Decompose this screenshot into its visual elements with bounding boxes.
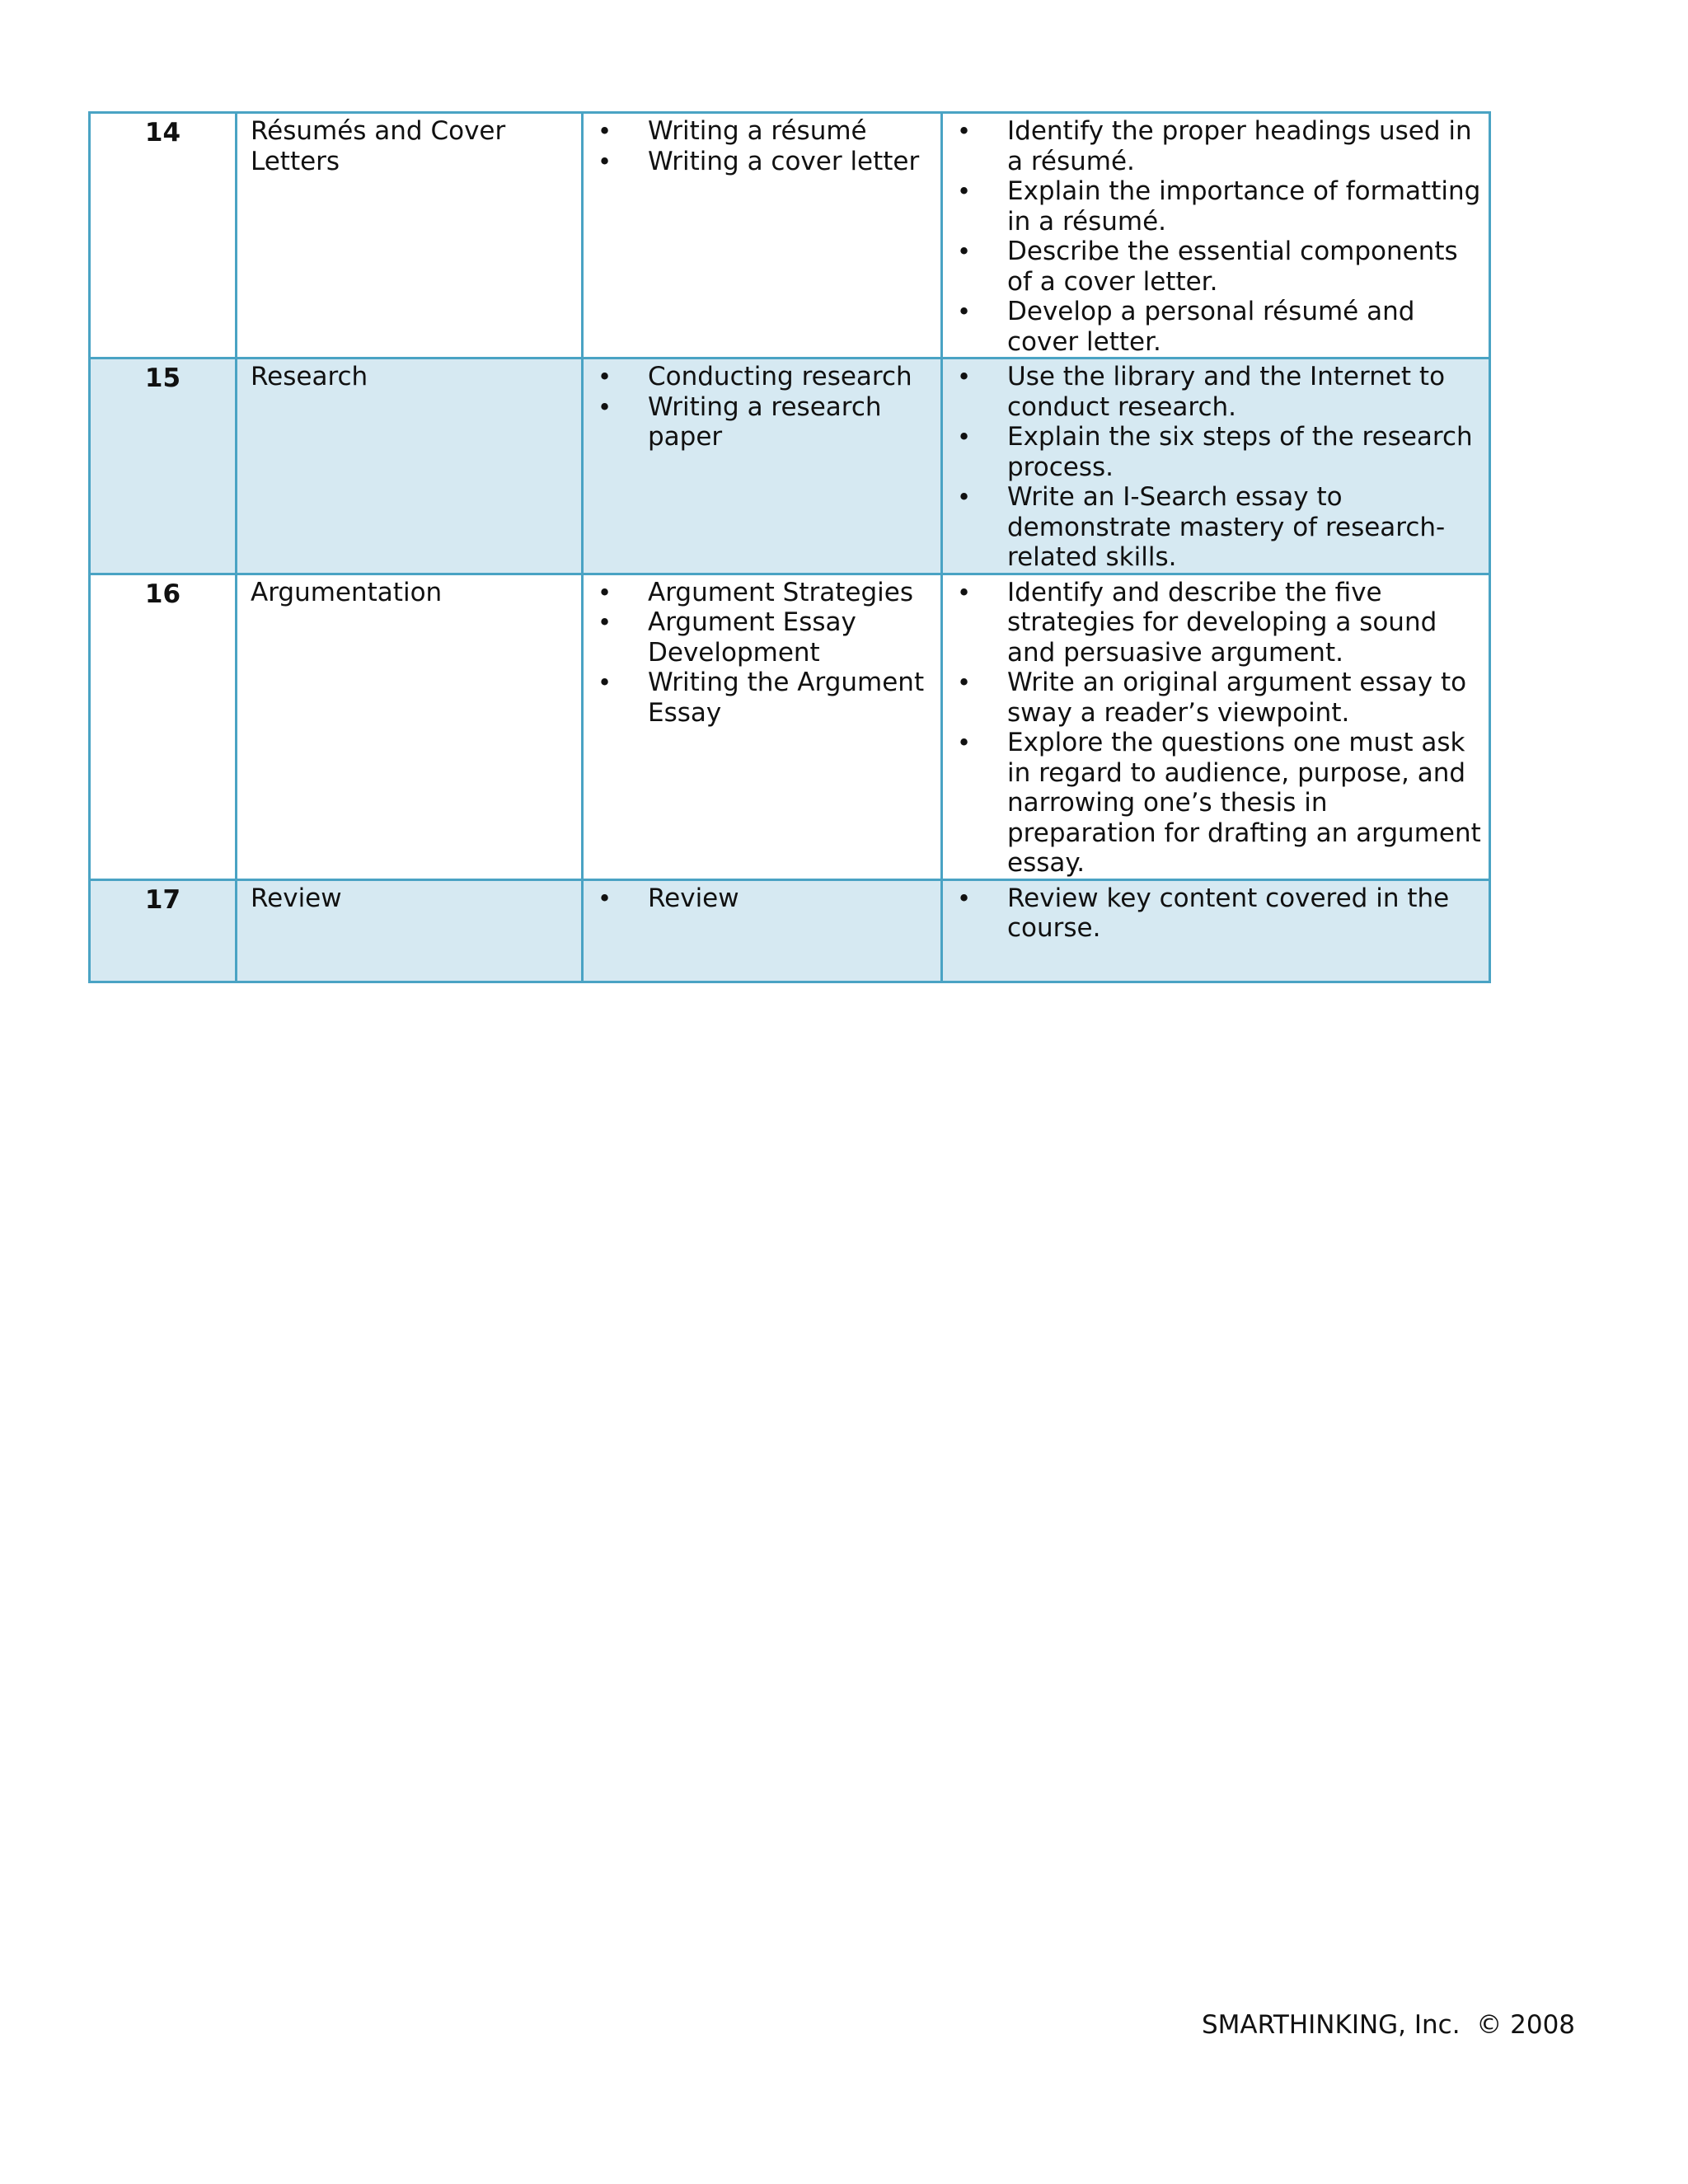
table-row bbox=[90, 113, 1490, 359]
list-item: • Write an I-Search essay to demonstrate mastery of research-related skills. bbox=[943, 482, 1482, 573]
content-list bbox=[584, 359, 940, 452]
list-item: • Writing a research paper bbox=[584, 392, 934, 452]
list-item: • Identify the proper headings used in a résumé. bbox=[943, 116, 1482, 176]
week-number: 15 bbox=[144, 363, 181, 393]
table-row bbox=[90, 879, 1490, 982]
list-item: • Review bbox=[584, 883, 934, 914]
list-item: • Explain the six steps of the research process. bbox=[943, 422, 1482, 482]
week-number: 16 bbox=[144, 579, 181, 609]
list-item: • Writing the Argument Essay bbox=[584, 668, 934, 728]
table-row bbox=[90, 359, 1490, 574]
week-number-cell bbox=[90, 113, 237, 359]
list-item: • Writing a cover letter bbox=[584, 147, 934, 177]
objectives-cell bbox=[942, 359, 1490, 574]
content-cell bbox=[583, 113, 942, 359]
objectives-list bbox=[943, 575, 1489, 879]
topic-title: Research bbox=[251, 362, 368, 391]
objectives-cell bbox=[942, 574, 1490, 879]
content-list bbox=[584, 114, 940, 176]
copyright-footer: SMARTHINKING, Inc. © 2008 bbox=[1202, 2010, 1576, 2040]
topic-title: Review bbox=[251, 883, 342, 913]
content-list bbox=[584, 575, 940, 729]
objectives-cell bbox=[942, 879, 1490, 982]
table-row bbox=[90, 574, 1490, 879]
week-number-cell bbox=[90, 574, 237, 879]
topic-cell bbox=[237, 359, 583, 574]
list-item: • Identify and describe the five strategies for developing a sound and persuasive argument. bbox=[943, 578, 1482, 668]
content-list bbox=[584, 881, 940, 914]
content-cell bbox=[583, 574, 942, 879]
list-item: • Describe the essential components of a cover letter. bbox=[943, 237, 1482, 297]
objectives-list bbox=[943, 881, 1489, 944]
list-item: • Explore the questions one must ask in regard to audience, purpose, and narrowing one’s thesis in preparation for drafting an argument essay. bbox=[943, 728, 1482, 879]
week-number-cell bbox=[90, 879, 237, 982]
content-cell bbox=[583, 879, 942, 982]
course-schedule-table bbox=[88, 111, 1491, 983]
objectives-cell bbox=[942, 113, 1490, 359]
list-item: • Conducting research bbox=[584, 362, 934, 392]
week-number: 14 bbox=[144, 118, 181, 148]
content-cell bbox=[583, 359, 942, 574]
topic-cell bbox=[237, 574, 583, 879]
list-item: • Review key content covered in the course. bbox=[943, 883, 1482, 944]
topic-title: Résumés and Cover Letters bbox=[251, 116, 506, 176]
list-item: • Develop a personal résumé and cover letter. bbox=[943, 297, 1482, 357]
list-item: • Write an original argument essay to sway a reader’s viewpoint. bbox=[943, 668, 1482, 728]
objectives-list bbox=[943, 114, 1489, 357]
list-item: • Writing a résumé bbox=[584, 116, 934, 147]
week-number-cell bbox=[90, 359, 237, 574]
list-item: • Argument Strategies bbox=[584, 578, 934, 608]
topic-title: Argumentation bbox=[251, 577, 443, 607]
objectives-list bbox=[943, 359, 1489, 573]
topic-cell bbox=[237, 113, 583, 359]
list-item: • Argument Essay Development bbox=[584, 607, 934, 668]
list-item: • Explain the importance of formatting in a résumé. bbox=[943, 176, 1482, 237]
week-number: 17 bbox=[144, 884, 181, 915]
topic-cell bbox=[237, 879, 583, 982]
list-item: • Use the library and the Internet to conduct research. bbox=[943, 362, 1482, 422]
